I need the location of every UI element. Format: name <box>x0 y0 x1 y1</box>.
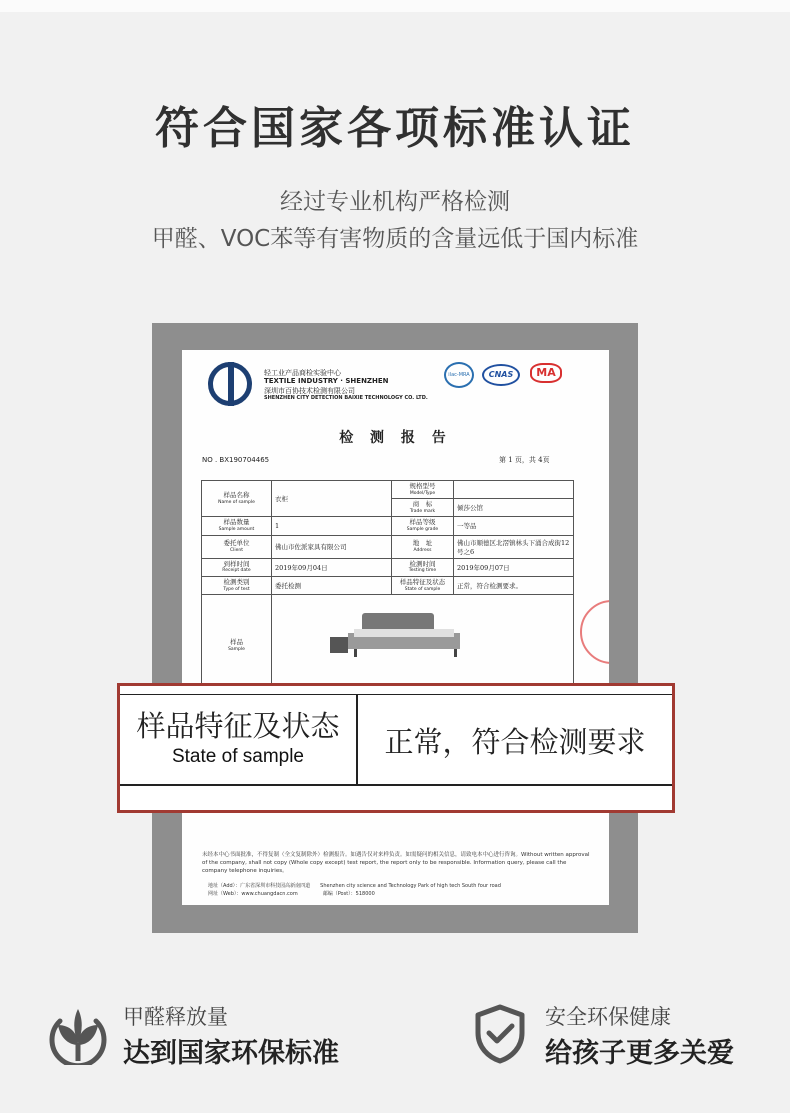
type-label: 检测类别 Type of test <box>202 576 272 594</box>
shield-check-icon <box>470 1003 530 1065</box>
sample-name-label: 样品名称 Name of sample <box>202 481 272 517</box>
receipt-value: 2019年09月04日 <box>272 558 392 576</box>
grade-label: 样品等级 Sample grade <box>392 517 454 535</box>
cma-logo: MA <box>530 363 562 383</box>
official-seal-stamp <box>580 600 609 664</box>
model-value <box>454 481 574 499</box>
divider <box>120 694 672 695</box>
lab-name-cn: 轻工业产品商检实验中心 <box>264 369 341 377</box>
footer-address-line: 地址（Add）：广东省深圳市科技园高新南四道 Shenzhen city science and Technology Park of high tech South four road <box>208 883 501 889</box>
grade-value: 一等品 <box>454 517 574 535</box>
top-strip <box>0 0 790 12</box>
address-value: 佛山市顺德区北滘镇林头下涌合成街12号之6 <box>454 535 574 558</box>
testing-label: 检测时间 Testing time <box>392 558 454 576</box>
amount-value: 1 <box>272 517 392 535</box>
client-label: 委托单位 Client <box>202 535 272 558</box>
report-disclaimer: 未经本中心书面批准，不得复制（全文复制除外）检测报告。如遇告仅对来样负责。如需疑问的相关信息，请致电本中心进行咨询。Without written approval of the company, shall not copy (Whole copy except) test report, the report only to be responsible. Information query, please call the company telephone inquiries。 <box>202 852 590 874</box>
table-row <box>202 535 574 558</box>
page-title: 符合国家各项标准认证 <box>155 103 635 154</box>
report-table <box>201 480 574 697</box>
table-row <box>202 558 574 576</box>
divider <box>120 784 672 786</box>
feature-line-1: 甲醛释放量 <box>123 1005 228 1029</box>
test-report-document <box>182 350 609 905</box>
sample-photo-label: 样品 Sample <box>202 594 272 696</box>
state-value: 正常，符合检测要求。 <box>454 576 574 594</box>
sample-name-value: 衣柜 <box>272 481 392 517</box>
trademark-label: 商 标 Trade mark <box>392 499 454 517</box>
company-name-cn: 深圳市百协技术检测有限公司 <box>264 387 355 395</box>
feature-line-2: 达到国家环保标准 <box>123 1038 339 1069</box>
zoom-label-cn: 样品特征及状态 <box>136 709 340 743</box>
type-value: 委托检测 <box>272 576 392 594</box>
sample-photo-cell <box>272 594 574 696</box>
subtitle-line-1: 经过专业机构严格检测 <box>280 189 510 215</box>
table-row <box>202 576 574 594</box>
table-row <box>202 481 574 499</box>
company-name-en: SHENZHEN CITY DETECTION BAIXIE TECHNOLOGY CO. LTD. <box>264 395 428 401</box>
model-label: 规格型号 Model/Type <box>392 481 454 499</box>
report-number: NO . BX190704465 <box>202 456 270 464</box>
amount-label: 样品数量 Sample amount <box>202 517 272 535</box>
lab-name-en: TEXTILE INDUSTRY · SHENZHEN <box>264 377 389 385</box>
receipt-label: 到样时间 Receipt date <box>202 558 272 576</box>
feature-safety <box>470 1001 770 1067</box>
report-page-count: 第 1 页，共 4页 <box>499 456 550 464</box>
footer-web-line: 网址（Web）：www.chuangdacn.com 邮编（Post）：518000 <box>208 891 375 897</box>
testing-value: 2019年09月07日 <box>454 558 574 576</box>
report-title: 检 测 报 告 <box>339 430 452 446</box>
lab-logo-icon <box>208 362 252 406</box>
table-row <box>202 594 574 696</box>
cnas-logo: CNAS <box>482 364 520 386</box>
leaf-icon <box>48 1003 108 1065</box>
subtitle-line-2: 甲醛、VOC苯等有害物质的含量远低于国内标准 <box>151 226 639 252</box>
bed-image <box>330 613 470 665</box>
state-label: 样品特征及状态 State of sample <box>392 576 454 594</box>
client-value: 佛山市佐派家具有限公司 <box>272 535 392 558</box>
table-row <box>202 517 574 535</box>
feature-line-1: 安全环保健康 <box>545 1005 671 1029</box>
trademark-value: 倾莎公馆 <box>454 499 574 517</box>
feature-line-2: 给孩子更多关爱 <box>545 1038 734 1069</box>
report-footer-address <box>208 882 598 898</box>
ilac-mra-logo: ilac-MRA <box>444 362 474 388</box>
feature-formaldehyde <box>48 1001 378 1067</box>
zoom-value: 正常，符合检测要求 <box>384 725 646 759</box>
state-of-sample-zoom-callout <box>117 683 675 813</box>
zoom-label-en: State of sample <box>171 746 305 767</box>
address-label: 地 址 Address <box>392 535 454 558</box>
